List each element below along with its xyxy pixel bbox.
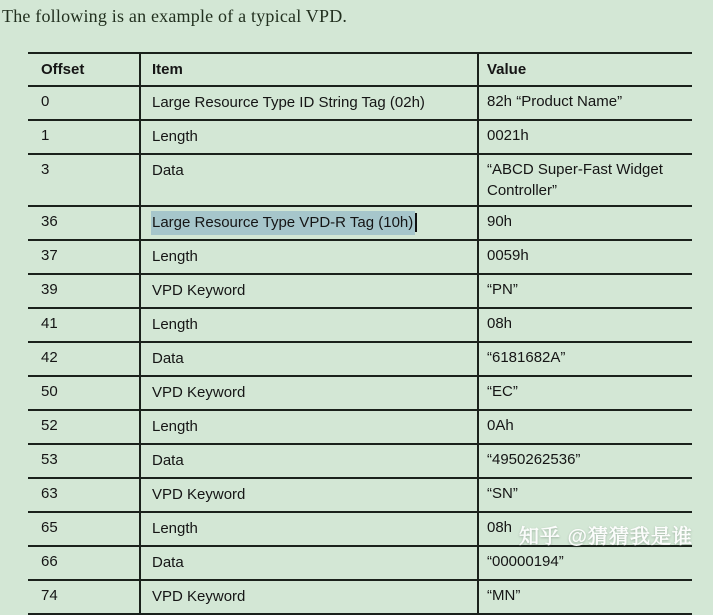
value-text: “EC” xyxy=(487,383,518,400)
value-text: 08h xyxy=(487,519,513,536)
table-row xyxy=(28,240,692,274)
value-text: 08h xyxy=(487,315,513,332)
offset-cell xyxy=(28,546,140,580)
item-cell xyxy=(140,86,478,120)
table-row xyxy=(28,308,692,342)
value-text: 0059h xyxy=(487,247,529,264)
table-row xyxy=(28,410,692,444)
value-text: “PN” xyxy=(487,281,518,298)
offset-text: 74 xyxy=(41,587,58,604)
item-text: Data xyxy=(152,452,184,469)
item-cell xyxy=(140,512,478,546)
item-text: Data xyxy=(152,554,184,571)
offset-text: 52 xyxy=(41,417,58,434)
value-cell xyxy=(478,580,692,614)
value-cell xyxy=(478,274,692,308)
offset-cell xyxy=(28,342,140,376)
offset-cell xyxy=(28,444,140,478)
item-text: Data xyxy=(152,350,184,367)
item-text: VPD Keyword xyxy=(152,282,246,299)
value-cell xyxy=(478,120,692,154)
item-cell xyxy=(140,478,478,512)
watermark: 知乎 @猜猜我是谁 xyxy=(518,526,693,548)
offset-cell xyxy=(28,580,140,614)
item-cell xyxy=(140,240,478,274)
table-row xyxy=(28,154,692,206)
table-row xyxy=(28,274,692,308)
offset-text: 1 xyxy=(41,127,50,144)
offset-text: 53 xyxy=(41,451,58,468)
offset-cell xyxy=(28,376,140,410)
item-text: Length xyxy=(152,520,198,537)
table-row xyxy=(28,376,692,410)
item-text: Large Resource Type ID String Tag (02h) xyxy=(152,94,425,111)
value-cell xyxy=(478,376,692,410)
value-text: “4950262536” xyxy=(487,451,581,468)
value-text: “00000194” xyxy=(487,553,564,570)
table-row xyxy=(28,444,692,478)
value-text: 0Ah xyxy=(487,417,514,434)
item-cell xyxy=(140,206,478,240)
value-cell xyxy=(478,342,692,376)
offset-cell xyxy=(28,86,140,120)
item-cell xyxy=(140,546,478,580)
item-text: Length xyxy=(152,248,198,265)
item-text: Data xyxy=(152,162,184,179)
offset-cell xyxy=(28,240,140,274)
offset-cell xyxy=(28,206,140,240)
item-text: VPD Keyword xyxy=(152,588,246,605)
table-row xyxy=(28,86,692,120)
offset-cell xyxy=(28,478,140,512)
value-text: “SN” xyxy=(487,485,518,502)
value-cell xyxy=(478,478,692,512)
offset-text: 50 xyxy=(41,383,58,400)
item-text: Length xyxy=(152,316,198,333)
item-text: VPD Keyword xyxy=(152,384,246,401)
item-cell xyxy=(140,308,478,342)
value-text: 82h “Product Name” xyxy=(487,93,623,110)
column-header-item: Item xyxy=(140,53,478,86)
offset-cell xyxy=(28,308,140,342)
offset-text: 42 xyxy=(41,349,58,366)
value-text: 0021h xyxy=(487,127,529,144)
item-text: Length xyxy=(152,418,198,435)
value-cell xyxy=(478,546,692,580)
offset-text: 0 xyxy=(41,93,50,110)
item-text: Length xyxy=(152,128,198,145)
offset-text: 3 xyxy=(41,161,50,178)
text-cursor xyxy=(415,213,417,232)
offset-text: 39 xyxy=(41,281,58,298)
table-row xyxy=(28,342,692,376)
value-cell xyxy=(478,308,692,342)
column-header-offset: Offset xyxy=(28,53,140,86)
table-row xyxy=(28,120,692,154)
item-cell xyxy=(140,410,478,444)
page-title: The following is an example of a typical VPD. xyxy=(2,6,348,26)
value-cell xyxy=(478,154,692,206)
offset-cell xyxy=(28,274,140,308)
value-text: “ABCD Super-Fast Widget Controller” xyxy=(487,161,663,199)
offset-text: 66 xyxy=(41,553,58,570)
header-row xyxy=(28,53,692,86)
selected-text[interactable]: Large Resource Type VPD-R Tag (10h) xyxy=(151,211,415,235)
offset-cell xyxy=(28,120,140,154)
item-cell xyxy=(140,580,478,614)
table-row xyxy=(28,478,692,512)
item-cell xyxy=(140,342,478,376)
value-cell xyxy=(478,444,692,478)
item-cell xyxy=(140,444,478,478)
value-cell xyxy=(478,240,692,274)
item-cell xyxy=(140,274,478,308)
value-cell xyxy=(478,86,692,120)
item-cell xyxy=(140,376,478,410)
table-header xyxy=(28,53,692,86)
value-text: “6181682A” xyxy=(487,349,566,366)
offset-text: 65 xyxy=(41,519,58,536)
column-header-value: Value xyxy=(478,53,692,86)
value-cell xyxy=(478,206,692,240)
offset-text: 37 xyxy=(41,247,58,264)
table-row xyxy=(28,580,692,614)
offset-text: 63 xyxy=(41,485,58,502)
offset-cell xyxy=(28,154,140,206)
offset-cell xyxy=(28,512,140,546)
value-text: 90h xyxy=(487,213,513,230)
table-row xyxy=(28,546,692,580)
item-cell xyxy=(140,120,478,154)
offset-cell xyxy=(28,410,140,444)
item-cell xyxy=(140,154,478,206)
offset-text: 36 xyxy=(41,213,58,230)
item-text: VPD Keyword xyxy=(152,486,246,503)
value-text: “MN” xyxy=(487,587,521,604)
offset-text: 41 xyxy=(41,315,58,332)
value-cell xyxy=(478,410,692,444)
table-row xyxy=(28,206,692,240)
